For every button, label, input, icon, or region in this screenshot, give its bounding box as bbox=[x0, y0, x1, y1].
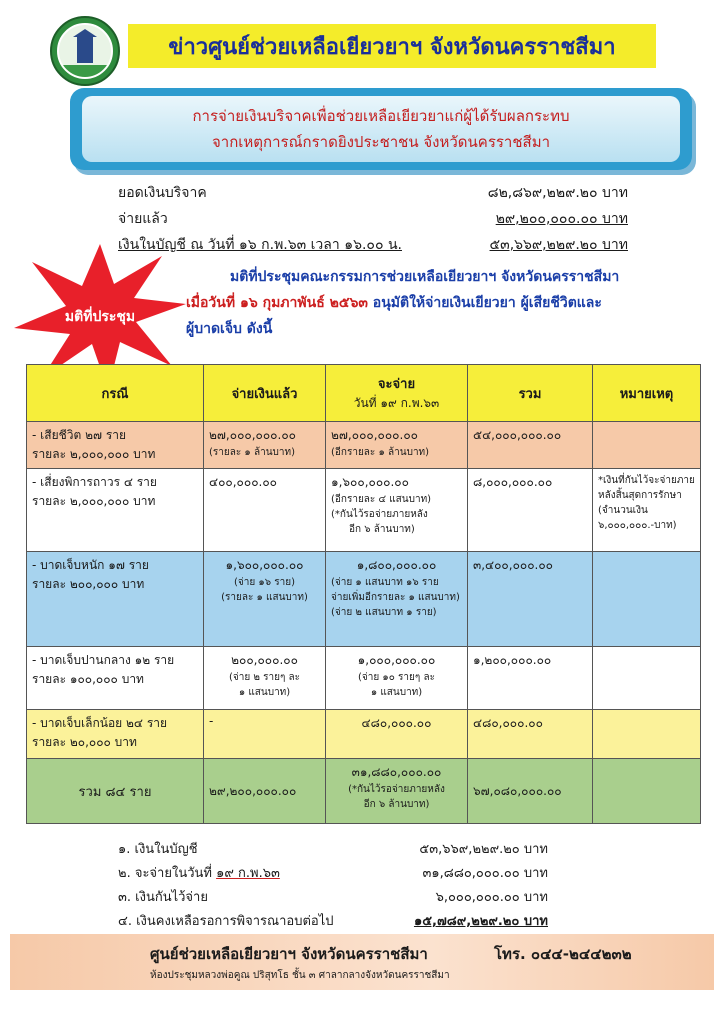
row-to-pay bbox=[326, 469, 468, 552]
paid-amount: ๒๐๐,๐๐๐.๐๐ bbox=[231, 653, 298, 667]
summary-donation-row bbox=[118, 180, 628, 206]
table-header-row bbox=[27, 365, 701, 422]
row-to-pay bbox=[326, 647, 468, 710]
row-note bbox=[593, 552, 701, 647]
resolution-approval: อนุมัติให้จ่ายเงินเยียวยา ผู้เสียชีวิตและ bbox=[367, 295, 602, 311]
to-pay-note: (อีกรายละ ๔ แสนบาท) bbox=[331, 494, 432, 505]
row-to-pay: ๔๘๐,๐๐๐.๐๐ bbox=[326, 710, 468, 759]
paid-note: (จ่าย ๒ รายๆ ละ bbox=[228, 672, 301, 683]
table-row bbox=[27, 469, 701, 552]
footnote-label: ๓. เงินกันไว้จ่าย bbox=[118, 890, 208, 905]
footnote-value: ๓๑,๘๘๐,๐๐๐.๐๐ บาท bbox=[422, 866, 548, 881]
row-total: ๘,๐๐๐,๐๐๐.๐๐ bbox=[468, 469, 593, 552]
paid-note: (รายละ ๑ ล้านบาท) bbox=[209, 447, 295, 458]
donation-value: ๘๒,๘๖๙,๒๒๙.๒๐ บาท bbox=[487, 185, 628, 201]
header-to-pay bbox=[326, 365, 468, 422]
footnote-row bbox=[118, 886, 548, 910]
footer-phone: โทร. ๐๔๔-๒๔๔๒๓๒ bbox=[494, 945, 632, 963]
total-paid: ๒๙,๒๐๐,๐๐๐.๐๐ bbox=[204, 759, 326, 824]
table-row bbox=[27, 552, 701, 647]
row-total: ๔๘๐,๐๐๐.๐๐ bbox=[468, 710, 593, 759]
paid-amount: ๒๗,๐๐๐,๐๐๐.๐๐ bbox=[209, 428, 296, 442]
resolution-line-2 bbox=[186, 290, 696, 316]
row-paid bbox=[204, 469, 326, 552]
table-total-row bbox=[27, 759, 701, 824]
row-paid bbox=[204, 647, 326, 710]
summary-balance-row bbox=[118, 232, 628, 258]
total-to-pay-amount: ๓๑,๘๘๐,๐๐๐.๐๐ bbox=[351, 765, 442, 779]
case-title: - เสี่ยงพิการถาวร ๔ ราย bbox=[32, 475, 157, 489]
row-to-pay bbox=[326, 422, 468, 469]
total-to-pay-note: (*กันไว้รอจ่ายภายหลัง bbox=[348, 784, 445, 795]
case-rate: รายละ ๒,๐๐๐,๐๐๐ บาท bbox=[32, 447, 156, 461]
row-paid bbox=[204, 422, 326, 469]
row-case bbox=[27, 647, 204, 710]
row-note bbox=[593, 710, 701, 759]
paid-amount: ๑,๖๐๐,๐๐๐.๐๐ bbox=[225, 558, 304, 572]
to-pay-note: อีก ๖ ล้านบาท) bbox=[349, 524, 415, 535]
case-rate: รายละ ๒,๐๐๐,๐๐๐ บาท bbox=[32, 494, 156, 508]
row-case bbox=[27, 422, 204, 469]
topic-banner bbox=[70, 88, 692, 170]
header-title-bar bbox=[128, 24, 656, 68]
case-title: - เสียชีวิต ๒๗ ราย bbox=[32, 428, 127, 442]
footer-bar bbox=[10, 934, 714, 990]
total-case: รวม ๘๔ ราย bbox=[27, 759, 204, 824]
footnote-date: ๑๙ ก.พ.๖๓ bbox=[216, 866, 280, 881]
seal-emblem bbox=[57, 23, 113, 79]
to-pay-amount: ๒๗,๐๐๐,๐๐๐.๐๐ bbox=[331, 428, 418, 442]
footnote-label: ๔. เงินคงเหลือรอการพิจารณาอบต่อไป bbox=[118, 914, 334, 929]
row-to-pay bbox=[326, 552, 468, 647]
paid-label: จ่ายแล้ว bbox=[118, 211, 168, 227]
header-paid: จ่ายเงินแล้ว bbox=[204, 365, 326, 422]
row-note bbox=[593, 422, 701, 469]
footnote-value: ๑๕,๗๘๙,๒๒๙.๒๐ บาท bbox=[413, 914, 548, 929]
resolution-date: เมื่อวันที่ ๑๖ กุมภาพันธ์ ๒๕๖๓ bbox=[186, 295, 368, 311]
row-case bbox=[27, 469, 204, 552]
table-row bbox=[27, 647, 701, 710]
summary-paid-row bbox=[118, 206, 628, 232]
footnote-label-text: ๒. จะจ่ายในวันที่ bbox=[118, 866, 217, 881]
total-to-pay bbox=[326, 759, 468, 824]
to-pay-note: จ่ายเพิ่มอีกรายละ ๑ แสนบาท) bbox=[331, 592, 460, 603]
footer-address: ห้องประชุมหลวงพ่อคูณ ปริสุทโธ ชั้น ๓ ศาลากลางจังหวัดนครราชสีมา bbox=[150, 970, 450, 981]
row-total: ๕๔,๐๐๐,๐๐๐.๐๐ bbox=[468, 422, 593, 469]
to-pay-note: (จ่าย ๑๐ รายๆ ละ bbox=[358, 672, 435, 683]
header-note: หมายเหตุ bbox=[593, 365, 701, 422]
row-note bbox=[593, 647, 701, 710]
donation-label: ยอดเงินบริจาค bbox=[118, 185, 207, 201]
to-pay-amount: ๑,๖๐๐,๐๐๐.๐๐ bbox=[331, 475, 409, 489]
row-paid bbox=[204, 552, 326, 647]
provincial-seal-icon bbox=[50, 16, 120, 86]
case-rate: รายละ ๒๐,๐๐๐ บาท bbox=[32, 735, 137, 749]
banner-line-1: การจ่ายเงินบริจาคเพื่อช่วยเหลือเยียวยาแก่ผู้ได้รับผลกระทบ bbox=[192, 107, 570, 125]
row-case bbox=[27, 710, 204, 759]
balance-footnotes bbox=[118, 838, 548, 934]
balance-value: ๕๓,๖๖๙,๒๒๙.๒๐ บาท bbox=[489, 237, 628, 253]
paid-value: ๒๙,๒๐๐,๐๐๐.๐๐ บาท bbox=[495, 211, 628, 227]
total-sum: ๖๗,๐๘๐,๐๐๐.๐๐ bbox=[468, 759, 593, 824]
resolution-line-1: มติที่ประชุมคณะกรรมการช่วยเหลือเยียวยาฯ จังหวัดนครราชสีมา bbox=[230, 269, 620, 285]
row-paid: - bbox=[204, 710, 326, 759]
to-pay-note: (อีกรายละ ๑ ล้านบาท) bbox=[331, 447, 430, 458]
resolution-text bbox=[186, 264, 696, 342]
case-rate: รายละ ๑๐๐,๐๐๐ บาท bbox=[32, 672, 144, 686]
to-pay-note: (จ่าย ๒ แสนบาท ๑ ราย) bbox=[331, 607, 437, 618]
header-title: ข่าวศูนย์ช่วยเหลือเยียวยาฯ จังหวัดนครราชสีมา bbox=[168, 34, 616, 60]
footnote-label bbox=[118, 862, 280, 886]
banner-line-2: จากเหตุการณ์กราดยิงประชาชน จังหวัดนครราชสีมา bbox=[211, 133, 551, 151]
row-total: ๑,๒๐๐,๐๐๐.๐๐ bbox=[468, 647, 593, 710]
footnote-label: ๑. เงินในบัญชี bbox=[118, 842, 198, 857]
resolution-line-3: ผู้บาดเจ็บ ดังนี้ bbox=[186, 321, 273, 337]
footnote-value: ๖,๐๐๐,๐๐๐.๐๐ บาท bbox=[435, 890, 548, 905]
total-to-pay-note: อีก ๖ ล้านบาท) bbox=[363, 799, 430, 810]
footnote-row bbox=[118, 862, 548, 886]
footer-center-name: ศูนย์ช่วยเหลือเยียวยาฯ จังหวัดนครราชสีมา bbox=[150, 945, 428, 963]
paid-note: (จ่าย ๑๖ ราย) bbox=[233, 577, 296, 588]
to-pay-note: ๑ แสนบาท) bbox=[370, 687, 423, 698]
row-total: ๓,๔๐๐,๐๐๐.๐๐ bbox=[468, 552, 593, 647]
header-total: รวม bbox=[468, 365, 593, 422]
header-case: กรณี bbox=[27, 365, 204, 422]
paid-note: (รายละ ๑ แสนบาท) bbox=[221, 592, 308, 603]
total-note bbox=[593, 759, 701, 824]
case-title: - บาดเจ็บเล็กน้อย ๒๔ ราย bbox=[32, 716, 168, 730]
starburst-label: มติที่ประชุม bbox=[64, 309, 136, 325]
row-note: *เงินที่กันไว้จะจ่ายภายหลังสิ้นสุดการรักษา (จำนวนเงิน ๖,๐๐๐,๐๐๐.-บาท) bbox=[593, 469, 701, 552]
footnote-row bbox=[118, 910, 548, 934]
table-row bbox=[27, 710, 701, 759]
case-rate: รายละ ๒๐๐,๐๐๐ บาท bbox=[32, 577, 145, 591]
header-to-pay-line-2: วันที่ ๑๙ ก.พ.๖๓ bbox=[353, 396, 440, 410]
footnote-value: ๕๓,๖๖๙,๒๒๙.๒๐ บาท bbox=[419, 842, 548, 857]
header-to-pay-line-1: จะจ่าย bbox=[377, 377, 416, 392]
to-pay-note: (*กันไว้รอจ่ายภายหลัง bbox=[331, 509, 428, 520]
payment-table bbox=[26, 364, 701, 824]
to-pay-note: (จ่าย ๑ แสนบาท ๑๖ ราย bbox=[331, 577, 439, 588]
balance-label: เงินในบัญชี ณ วันที่ ๑๖ ก.พ.๖๓ เวลา ๑๖.๐๐ น. bbox=[118, 237, 402, 253]
paid-note: ๑ แสนบาท) bbox=[238, 687, 291, 698]
case-title: - บาดเจ็บหนัก ๑๗ ราย bbox=[32, 558, 149, 572]
case-title: - บาดเจ็บปานกลาง ๑๒ ราย bbox=[32, 653, 175, 667]
to-pay-amount: ๑,๘๐๐,๐๐๐.๐๐ bbox=[356, 558, 437, 572]
footnote-row bbox=[118, 838, 548, 862]
paid-amount: ๔๐๐,๐๐๐.๐๐ bbox=[209, 475, 277, 489]
row-case bbox=[27, 552, 204, 647]
donation-summary bbox=[118, 180, 628, 258]
table-row bbox=[27, 422, 701, 469]
to-pay-amount: ๑,๐๐๐,๐๐๐.๐๐ bbox=[357, 653, 436, 667]
